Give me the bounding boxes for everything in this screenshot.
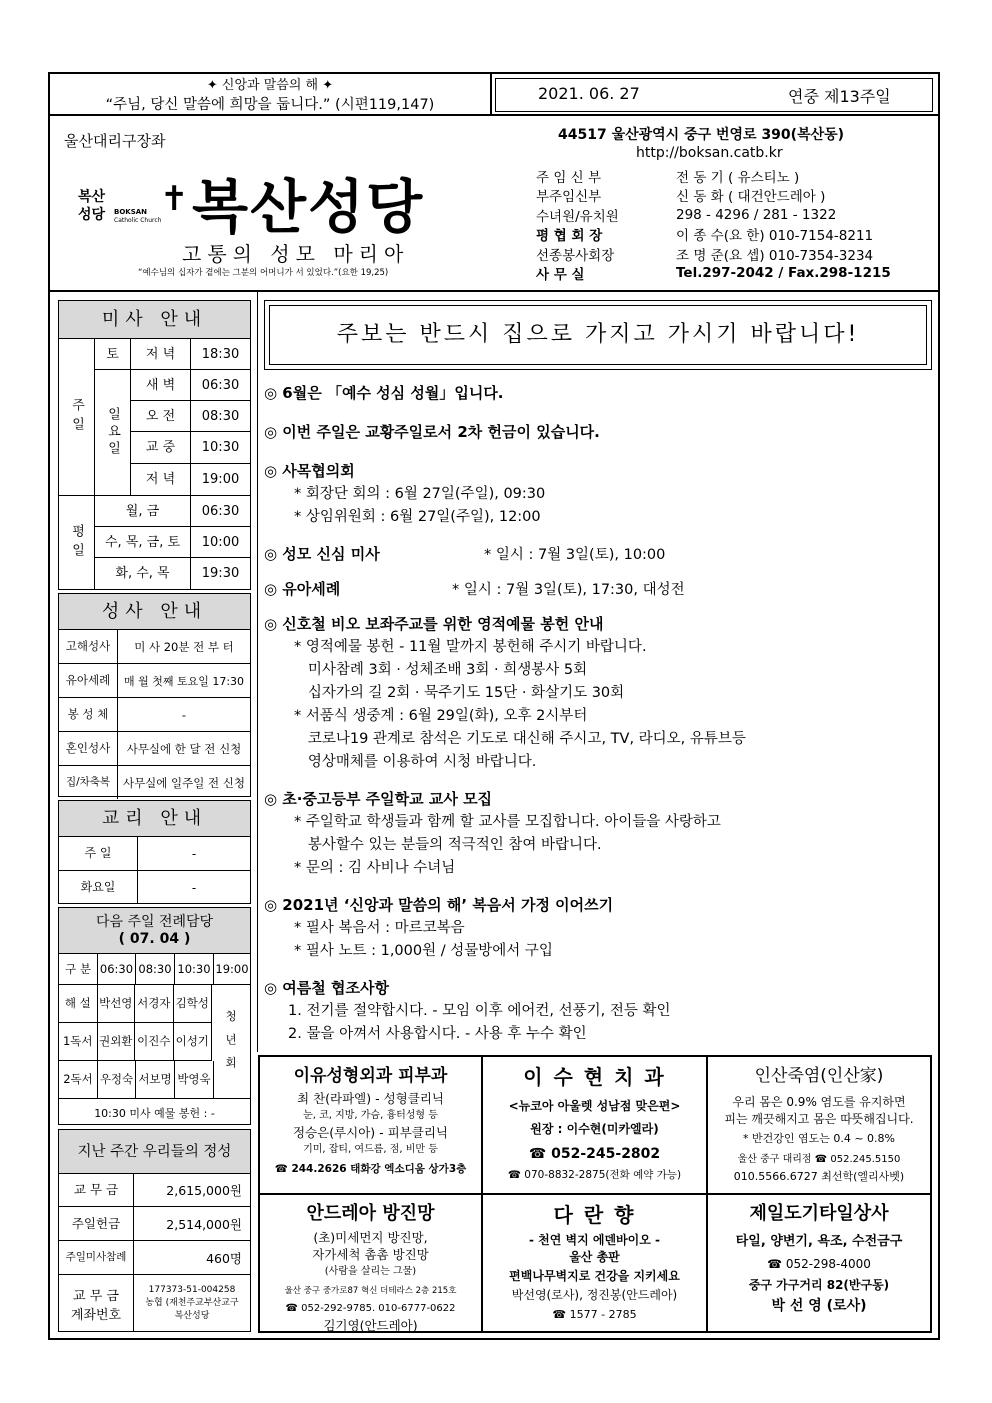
finance-row bbox=[59, 1207, 250, 1241]
sacrament-label: 고해성사 bbox=[59, 630, 118, 663]
liturgy-last-col: 청 년 회 bbox=[224, 1009, 238, 1072]
ad-line: (초)미세먼지 방진망, bbox=[313, 1230, 428, 1245]
ad-line: 박선영(로사), 정진봉(안드레아) bbox=[511, 1288, 678, 1302]
issue-date: 2021. 06. 27 bbox=[538, 84, 640, 103]
notice-line: * 문의 : 김 사비나 수녀님 bbox=[294, 860, 456, 876]
contact-row bbox=[536, 264, 936, 284]
liturgy-head: 06:30 bbox=[98, 954, 136, 984]
sacrament-title: 성사 안내 bbox=[59, 594, 250, 630]
ad-line: 울산 중구 중가로87 혁신 더테라스 2층 215호 bbox=[284, 1286, 457, 1296]
notice-line: * 상임위원회 : 6월 27일(주일), 12:00 bbox=[294, 509, 541, 525]
notice-heading: ◎ 사목협의회 bbox=[264, 462, 355, 480]
ad-line: ☎ 244.2626 태화강 엑소디움 상가3층 bbox=[274, 1163, 467, 1175]
finance-account-label bbox=[59, 1275, 134, 1332]
notice-item bbox=[264, 977, 932, 1046]
contact-value: 신 동 화 ( 대건안드레아 ) bbox=[676, 189, 826, 206]
liturgy-cell: 박영욱 bbox=[175, 1061, 214, 1098]
notice-heading: ◎ 이번 주일은 교황주일로서 2차 헌금이 있습니다. bbox=[264, 423, 600, 441]
doctrine-row bbox=[59, 871, 250, 904]
liturgy-head: 구 분 bbox=[59, 954, 98, 984]
liturgy-title: 다음 주일 전례담당 bbox=[95, 914, 214, 930]
logo-en-1: BOKSAN bbox=[114, 208, 148, 216]
contact-row bbox=[536, 186, 936, 206]
account-label-2: 계좌번호 bbox=[70, 1307, 122, 1323]
ad-line: 중구 가구거리 82(반구동) bbox=[748, 1278, 890, 1292]
ad-line: 정승은(루시아) - 피부클리닉 bbox=[292, 1125, 449, 1140]
notice-line: 2. 물을 아껴서 사용합시다. - 사용 후 누수 확인 bbox=[288, 1026, 587, 1042]
notice-heading: ◎ 성모 신심 미사 bbox=[264, 545, 380, 563]
mass-time: 10:00 bbox=[191, 527, 250, 558]
ad-tile bbox=[708, 1195, 932, 1333]
liturgy-role: 2독서 bbox=[59, 1061, 98, 1098]
ad-line: ☎ 052-292-9785. 010-6777-0622 bbox=[285, 1303, 456, 1314]
year-theme: ✦ 신앙과 말씀의 해 ✦ bbox=[206, 78, 334, 93]
banner-text: 주보는 반드시 집으로 가지고 가시기 바랍니다! bbox=[336, 322, 860, 347]
ad-line: 010.5566.6727 최선학(엘리사벳) bbox=[733, 1170, 905, 1183]
patron-quote: “예수님의 십자가 곁에는 그분의 어머니가 서 있었다.”(요한 19,25) bbox=[138, 268, 389, 278]
liturgy-row bbox=[59, 985, 212, 1023]
mass-name: 오 전 bbox=[131, 401, 191, 432]
ads-grid bbox=[258, 1055, 932, 1333]
mass-name: 저 녁 bbox=[131, 339, 191, 370]
mass-time: 06:30 bbox=[191, 370, 250, 401]
contact-value: 298 - 4296 / 281 - 1322 bbox=[676, 206, 837, 223]
ad-line: 타일, 양변기, 욕조, 수전금구 bbox=[735, 1234, 903, 1249]
finance-value: 2,514,000원 bbox=[166, 1216, 242, 1232]
liturgy-head: 08:30 bbox=[136, 954, 175, 984]
contact-value: 조 명 준(요 셉) 010-7354-3234 bbox=[676, 247, 874, 264]
notice-line: 미사참례 3회 · 성체조배 3회 · 희생봉사 5회 bbox=[294, 662, 588, 678]
mass-day: 토 bbox=[95, 339, 131, 370]
doctrine-label: 주 일 bbox=[59, 837, 138, 870]
notice-item bbox=[264, 894, 932, 963]
logo-text-1: 복산 bbox=[78, 189, 106, 205]
notice-item bbox=[264, 460, 932, 529]
notice-line: * 필사 복음서 : 마르코복음 bbox=[294, 920, 465, 936]
notice-heading: ◎ 유아세례 bbox=[264, 580, 341, 598]
header-divider bbox=[490, 74, 492, 116]
liturgy-cell: 이성기 bbox=[174, 1023, 213, 1060]
ad-line: 원장 : 이수현(미카엘라) bbox=[530, 1122, 659, 1136]
ad-line: 울산 중구 대리점 ☎ 052.245.5150 bbox=[737, 1154, 901, 1165]
liturgy-title-box bbox=[59, 908, 250, 954]
ad-line: 자가세척 촘촘 방진망 bbox=[312, 1247, 429, 1262]
banner-inner bbox=[269, 305, 927, 365]
sacrament-rows bbox=[59, 630, 250, 799]
weekday-label: 평일 bbox=[59, 496, 95, 589]
notice-heading: ◎ 신호철 비오 보좌주교를 위한 영적예물 봉헌 안내 bbox=[264, 615, 604, 633]
patron: 고통의 성모 마리아 bbox=[182, 242, 410, 266]
sacrament-row bbox=[59, 732, 250, 766]
contact-value: 전 동 기 ( 유스티노 ) bbox=[676, 169, 800, 186]
notice-item bbox=[264, 788, 932, 880]
mass-name: 새 벽 bbox=[131, 370, 191, 401]
sacrament-row bbox=[59, 630, 250, 664]
liturgy-head: 19:00 bbox=[215, 962, 249, 976]
ad-line: * 반건강인 염도는 0.4 ~ 0.8% bbox=[742, 1132, 896, 1145]
liturgy-cell: 권외환 bbox=[98, 1023, 136, 1060]
liturgy-role: 1독서 bbox=[59, 1023, 98, 1060]
ad-line: - 천연 벽지 에덴바이오 - bbox=[528, 1233, 660, 1247]
masthead-divider bbox=[50, 290, 938, 292]
ad-line: ☎ 070-8832-2875(전화 예약 가능) bbox=[507, 1169, 682, 1181]
sacrament-value: - bbox=[181, 707, 187, 722]
logo bbox=[78, 179, 189, 230]
contact-role: 부주임신부 bbox=[536, 189, 602, 206]
logo-en-2: Catholic Church bbox=[114, 217, 162, 224]
liturgy-head-row bbox=[59, 954, 250, 985]
ad-title: 이유성형외과 피부과 bbox=[293, 1066, 448, 1086]
mass-day: 수, 목, 금, 토 bbox=[95, 527, 191, 558]
liturgy-table bbox=[59, 954, 250, 1128]
notice-line: * 필사 노트 : 1,000원 / 성물방에서 구입 bbox=[294, 943, 553, 959]
contact-value: 이 종 수(요 한) 010-7154-8211 bbox=[676, 228, 874, 245]
ad-dental bbox=[483, 1055, 708, 1195]
mass-name: 저 녁 bbox=[131, 464, 191, 496]
ad-clinic bbox=[258, 1055, 483, 1195]
notice-item bbox=[264, 613, 932, 774]
mass-time: 08:30 bbox=[191, 401, 250, 432]
finance-account-row bbox=[59, 1275, 250, 1332]
notice-line: 영상매체를 이용하여 시청 바랍니다. bbox=[294, 754, 537, 770]
liturgical-week: 연중 제13주일 bbox=[788, 87, 891, 106]
notice-heading: ◎ 여름철 협조사항 bbox=[264, 979, 389, 997]
contact-role: 수녀원/유치원 bbox=[536, 208, 619, 225]
finance-row bbox=[59, 1174, 250, 1207]
sacrament-value: 사무실에 한 달 전 신청 bbox=[126, 741, 242, 756]
ad-line: 김기영(안드레아) bbox=[323, 1318, 418, 1333]
ad-line: ☎ 052-298-4000 bbox=[767, 1257, 871, 1271]
sacrament-label: 유아세례 bbox=[59, 664, 118, 697]
liturgy-cell: 이진수 bbox=[135, 1023, 174, 1060]
lords-day-label: 일요일 bbox=[95, 370, 131, 496]
liturgy-cell: 박선영 bbox=[98, 985, 136, 1022]
sacrament-row bbox=[59, 664, 250, 698]
doctrine-title: 교리 안내 bbox=[59, 801, 250, 837]
notice-line: * 주일학교 학생들과 함께 할 교사를 모집합니다. 아이들을 사랑하고 bbox=[294, 814, 721, 830]
ad-line: 최 찬(라파엘) - 성형클리닉 bbox=[297, 1091, 444, 1106]
liturgy-head: 10:30 bbox=[175, 954, 214, 984]
doctrine-rows bbox=[59, 837, 250, 904]
notice-line: 코로나19 관계로 참석은 기도로 대신해 주시고, TV, 라디오, 유튜브등 bbox=[294, 731, 746, 747]
mass-day: 월, 금 bbox=[95, 496, 191, 527]
ad-title: 안드레아 방진망 bbox=[306, 1203, 435, 1224]
ad-line: 울산 총판 bbox=[569, 1250, 620, 1264]
mass-time: 18:30 bbox=[191, 339, 250, 370]
liturgy-grid bbox=[58, 907, 251, 1125]
contact-row bbox=[536, 225, 936, 245]
doctrine-value: - bbox=[191, 880, 197, 895]
finance-value: 460명 bbox=[206, 1250, 242, 1266]
right-column-divider bbox=[257, 292, 258, 1052]
sacrament-row bbox=[59, 766, 250, 799]
finance-title: 지난 주간 우리들의 정성 bbox=[59, 1130, 250, 1174]
doctrine-grid bbox=[58, 800, 251, 904]
liturgy-offering: 10:30 미사 예물 봉헌 : - bbox=[94, 1107, 215, 1120]
sacrament-grid bbox=[58, 593, 251, 797]
account-holder: 복산성당 bbox=[174, 1311, 210, 1321]
notice-heading: ◎ 2021년 ‘신앙과 말씀의 해’ 복음서 가정 이어쓰기 bbox=[264, 896, 614, 914]
notice-heading: ◎ 초·중고등부 주일학교 교사 모집 bbox=[264, 790, 493, 808]
ad-line: 눈, 코, 지방, 가슴, 흉터성형 등 bbox=[303, 1110, 438, 1121]
liturgy-date: ( 07. 04 ) bbox=[118, 931, 191, 947]
notice-item bbox=[264, 421, 932, 442]
mass-time: 19:30 bbox=[201, 566, 240, 581]
notice-line: 십자가의 길 2회 · 묵주기도 15단 · 화살기도 30회 bbox=[294, 685, 625, 701]
notice-line: * 영적예물 봉헌 - 11월 말까지 봉헌해 주시기 바랍니다. bbox=[294, 639, 647, 655]
contact-role: 사 무 실 bbox=[536, 267, 585, 284]
finance-row bbox=[59, 1241, 250, 1275]
diocese: 울산대리구장좌 bbox=[64, 132, 166, 150]
notice-heading: ◎ 6월은 「예수 성심 성월」입니다. bbox=[264, 384, 504, 402]
logo-text-2: 성당 bbox=[78, 207, 106, 223]
address: 44517 울산광역시 중구 번영로 390(복산동) bbox=[558, 127, 845, 143]
ad-line: 피는 깨끗해지고 몸은 따뜻해집니다. bbox=[724, 1112, 914, 1126]
doctrine-value: - bbox=[191, 846, 197, 861]
notice-inline: * 일시 : 7월 3일(토), 17:30, 대성전 bbox=[452, 582, 685, 598]
banner-box bbox=[264, 300, 932, 370]
account-number: 177373-51-004258 bbox=[148, 1285, 236, 1295]
finance-rows bbox=[59, 1174, 250, 1332]
sacrament-value: 미 사 20분 전 부 터 bbox=[134, 639, 234, 654]
contact-role: 주 임 신 부 bbox=[536, 169, 602, 186]
finance-label: 주일미사참례 bbox=[59, 1241, 134, 1274]
liturgy-cell: 서경자 bbox=[135, 985, 174, 1022]
notice-line: * 회장단 회의 : 6월 27일(주일), 09:30 bbox=[294, 486, 546, 502]
sacrament-label: 봉 성 체 bbox=[59, 698, 118, 731]
sacrament-label: 혼인성사 bbox=[59, 732, 118, 765]
finance-account-value bbox=[134, 1284, 250, 1323]
ad-line: (사람을 살리는 그물) bbox=[324, 1266, 417, 1277]
ad-wallpaper bbox=[483, 1195, 708, 1333]
mass-title: 미사 안내 bbox=[59, 301, 250, 339]
website-link[interactable]: http://boksan.catb.kr bbox=[636, 145, 783, 161]
ad-title: 다 란 향 bbox=[553, 1203, 636, 1227]
ad-bamboo-salt bbox=[708, 1055, 932, 1195]
motto: “주님, 당신 말씀에 희망을 둡니다.” (시편119,147) bbox=[105, 97, 435, 113]
sacrament-row bbox=[59, 698, 250, 732]
liturgy-row bbox=[59, 1023, 212, 1061]
mass-grid bbox=[58, 300, 251, 590]
notice-line: 1. 전기를 절약합시다. - 모임 이후 에어컨, 선풍기, 전등 확인 bbox=[288, 1003, 671, 1019]
ad-line: 우리 몸은 0.9% 염도를 유지하면 bbox=[732, 1095, 906, 1109]
contact-role: 평 협 회 장 bbox=[536, 228, 603, 245]
finance-value: 2,615,000원 bbox=[166, 1183, 242, 1198]
mass-time: 06:30 bbox=[191, 496, 250, 527]
notice-line: * 서품식 생중계 : 6월 29일(화), 오후 2시부터 bbox=[294, 708, 588, 724]
notice-line: 봉사할수 있는 분들의 적극적인 참여 바랍니다. bbox=[294, 837, 602, 853]
mass-name: 교 중 bbox=[131, 432, 191, 464]
finance-label: 주일헌금 bbox=[59, 1207, 134, 1240]
ad-title: 이 수 현 치 과 bbox=[523, 1065, 666, 1089]
notice-item bbox=[264, 578, 932, 599]
account-bank: 농협 (재천주교부산교구 bbox=[145, 1298, 239, 1308]
liturgy-role: 해 설 bbox=[59, 985, 98, 1022]
parish-name: 복산성당 bbox=[192, 173, 425, 241]
mass-day: 화, 수, 목 bbox=[95, 558, 191, 589]
notices bbox=[264, 372, 932, 1046]
liturgy-cell: 우정숙 bbox=[98, 1061, 136, 1098]
ad-title: 인산죽염(인산家) bbox=[754, 1066, 884, 1086]
contact-value: Tel.297-2042 / Fax.298-1215 bbox=[676, 265, 891, 282]
doctrine-row bbox=[59, 837, 250, 871]
sunday-label: 주일 bbox=[59, 339, 95, 496]
contact-row bbox=[536, 205, 936, 225]
ad-line: 기미, 잡티, 여드름, 점, 비만 등 bbox=[303, 1144, 438, 1155]
contact-role: 선종봉사회장 bbox=[536, 247, 615, 264]
finance-label: 교 무 금 bbox=[59, 1174, 134, 1206]
ad-line: ☎ 1577 - 2785 bbox=[552, 1308, 637, 1321]
cross-icon: ✝ bbox=[160, 179, 189, 219]
sacrament-value: 사무실에 일주일 전 신청 bbox=[122, 775, 246, 790]
contact-row bbox=[536, 166, 936, 186]
notice-item bbox=[264, 382, 932, 403]
finance-grid bbox=[58, 1129, 251, 1332]
ad-title: 제일도기타일상사 bbox=[749, 1203, 889, 1224]
mass-time: 10:30 bbox=[191, 432, 250, 464]
sacrament-label: 집/차축복 bbox=[59, 766, 118, 799]
contact-list bbox=[536, 166, 936, 283]
ad-line: ☎ 052-245-2802 bbox=[528, 1146, 661, 1162]
ad-line: 박 선 영 (로사) bbox=[771, 1298, 867, 1314]
liturgy-cell: 서보명 bbox=[136, 1061, 175, 1098]
ad-line: <뉴코아 아울렛 성남점 맞은편> bbox=[508, 1099, 681, 1113]
sacrament-value: 매 월 첫째 토요일 17:30 bbox=[123, 674, 245, 688]
doctrine-label: 화요일 bbox=[59, 871, 138, 904]
mass-time: 19:00 bbox=[191, 464, 250, 496]
ad-line: 편백나무벽지로 건강을 지키세요 bbox=[509, 1269, 680, 1283]
contact-row bbox=[536, 244, 936, 264]
account-label-1: 교 무 금 bbox=[73, 1288, 119, 1304]
ad-screen bbox=[258, 1195, 483, 1333]
liturgy-cell: 김학성 bbox=[174, 985, 213, 1022]
notice-item bbox=[264, 543, 932, 564]
notice-inline: * 일시 : 7월 3일(토), 10:00 bbox=[484, 547, 666, 563]
